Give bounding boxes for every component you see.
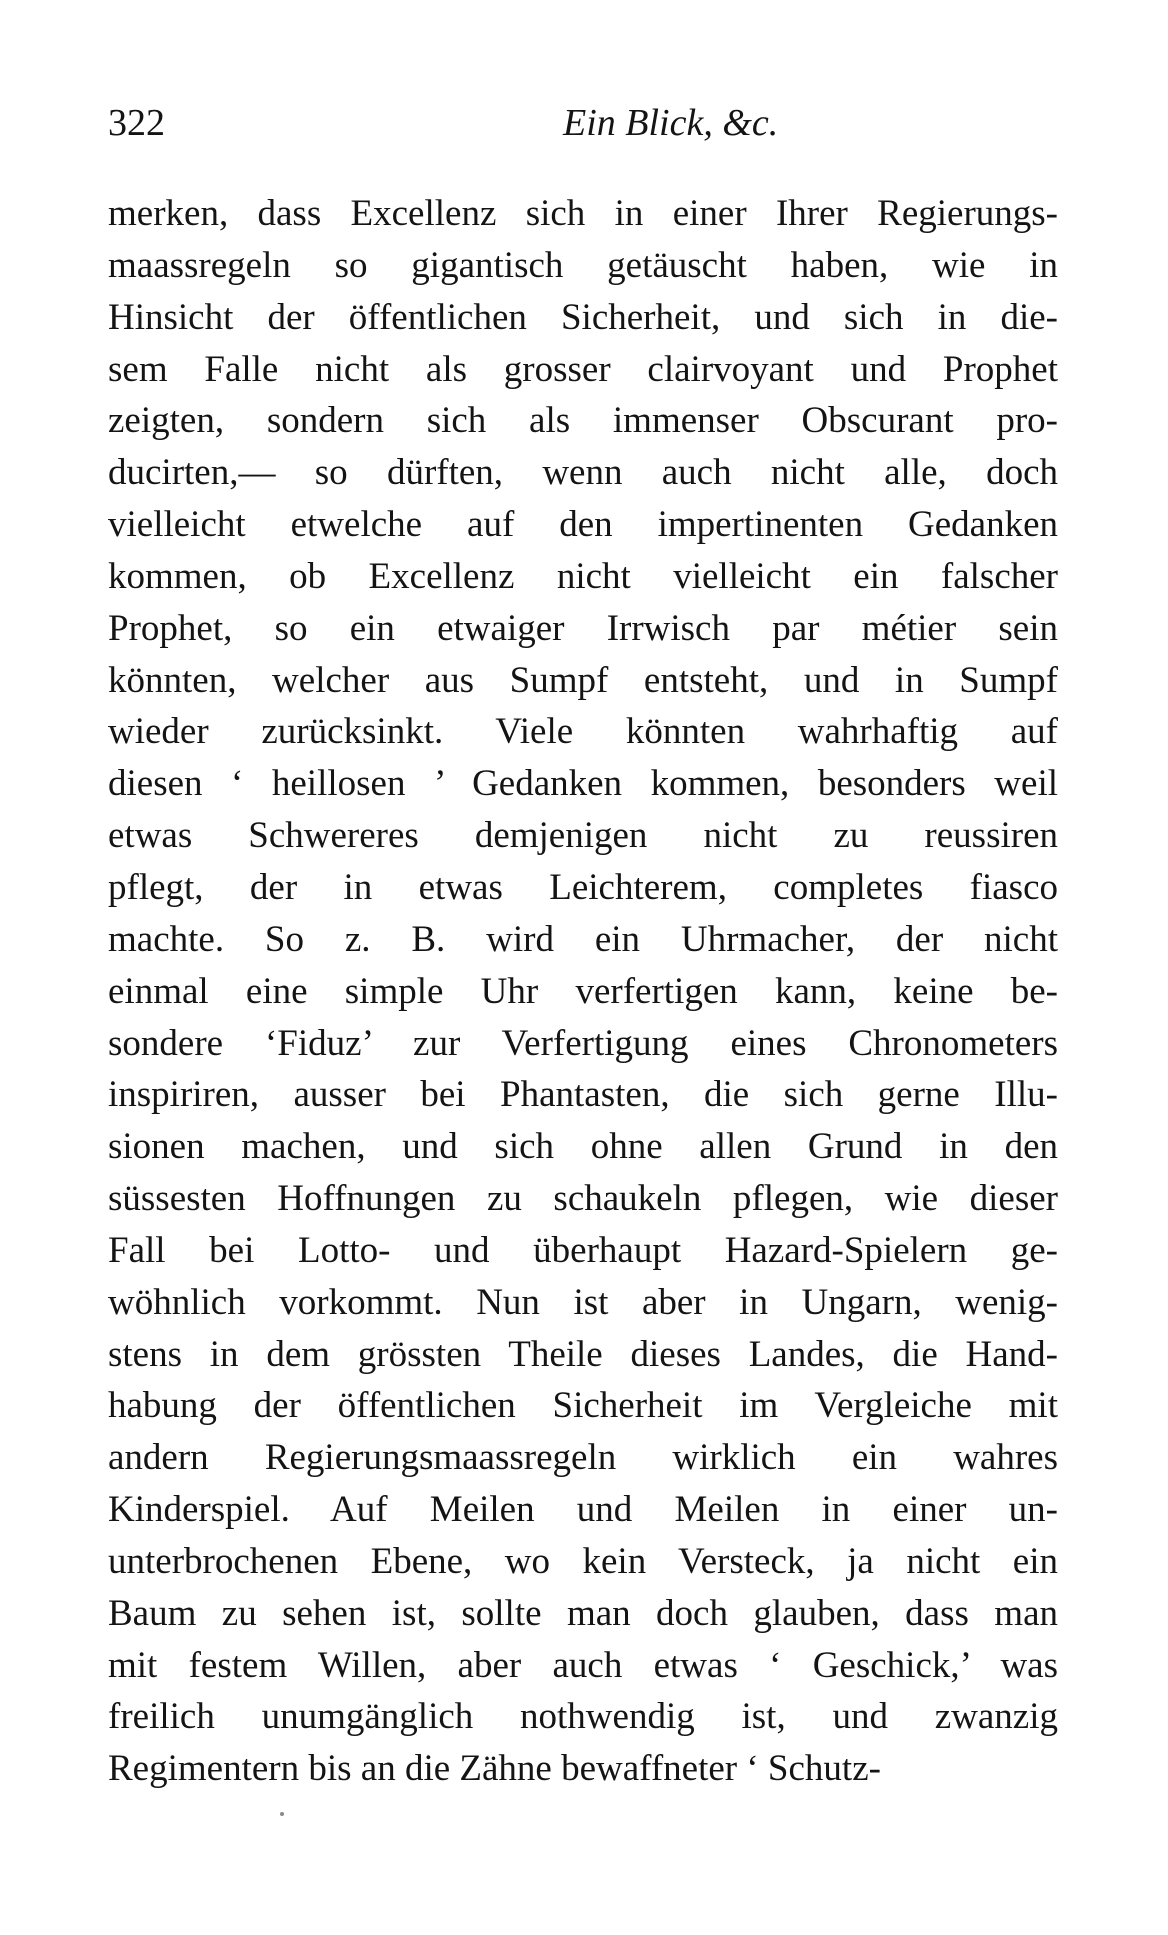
text-line: vielleicht etwelche auf den impertinenten Gedanken <box>108 504 1058 546</box>
text-line: machte. So z. B. wird ein Uhrmacher, der nicht <box>108 918 1058 960</box>
text-line: sem Falle nicht als grosser clairvoyant und Prophet <box>108 348 1058 390</box>
text-line: sionen machen, und sich ohne allen Grund in den <box>108 1126 1058 1168</box>
text-line: freilich unumgänglich nothwendig ist, und zwanzig <box>108 1696 1058 1738</box>
text-line: maassregeln so gigantisch getäuscht haben, wie in <box>108 244 1058 286</box>
body-text <box>108 188 1058 1795</box>
text-line: stens in dem grössten Theile dieses Landes, die Hand- <box>108 1333 1058 1375</box>
text-line: habung der öffentlichen Sicherheit im Vergleiche mit <box>108 1385 1058 1427</box>
text-line: ducirten,— so dürften, wenn auch nicht alle, doch <box>108 452 1058 494</box>
text-line: wöhnlich vorkommt. Nun ist aber in Ungarn, wenig- <box>108 1281 1058 1323</box>
text-line: Prophet, so ein etwaiger Irrwisch par métier sein <box>108 607 1058 649</box>
text-line: könnten, welcher aus Sumpf entsteht, und in Sumpf <box>108 659 1058 701</box>
text-line: inspiriren, ausser bei Phantasten, die sich gerne Illu- <box>108 1074 1058 1116</box>
text-line: kommen, ob Excellenz nicht vielleicht ein falscher <box>108 555 1058 597</box>
text-line: pflegt, der in etwas Leichterem, completes fiasco <box>108 866 1058 908</box>
text-line: unterbrochenen Ebene, wo kein Versteck, ja nicht ein <box>108 1540 1058 1582</box>
text-line: einmal eine simple Uhr verfertigen kann, keine be- <box>108 970 1058 1012</box>
running-head <box>108 98 1058 148</box>
text-line: Fall bei Lotto- und überhaupt Hazard-Spielern ge- <box>108 1229 1058 1271</box>
print-speck <box>280 1812 284 1816</box>
running-title: Ein Blick, &c. <box>563 102 779 144</box>
text-line: Regimentern bis an die Zähne bewaffneter ‘ Schutz- <box>108 1748 881 1790</box>
text-line: sondere ‘Fiduz’ zur Verfertigung eines Chronometers <box>108 1022 1058 1064</box>
text-line: Baum zu sehen ist, sollte man doch glauben, dass man <box>108 1592 1058 1634</box>
page-number: 322 <box>108 102 165 144</box>
text-line: süssesten Hoffnungen zu schaukeln pflegen, wie dieser <box>108 1178 1058 1220</box>
text-line: zeigten, sondern sich als immenser Obscurant pro- <box>108 400 1058 442</box>
text-line: etwas Schwereres demjenigen nicht zu reussiren <box>108 815 1058 857</box>
text-line: Kinderspiel. Auf Meilen und Meilen in einer un- <box>108 1489 1058 1531</box>
text-line: wieder zurücksinkt. Viele könnten wahrhaftig auf <box>108 711 1058 753</box>
text-line: Hinsicht der öffentlichen Sicherheit, und sich in die- <box>108 296 1058 338</box>
text-line: merken, dass Excellenz sich in einer Ihrer Regierungs- <box>108 193 1058 234</box>
text-line: diesen ‘ heillosen ’ Gedanken kommen, besonders weil <box>108 763 1058 805</box>
text-line: andern Regierungsmaassregeln wirklich ein wahres <box>108 1437 1058 1479</box>
text-line: mit festem Willen, aber auch etwas ‘ Geschick,’ was <box>108 1644 1058 1686</box>
